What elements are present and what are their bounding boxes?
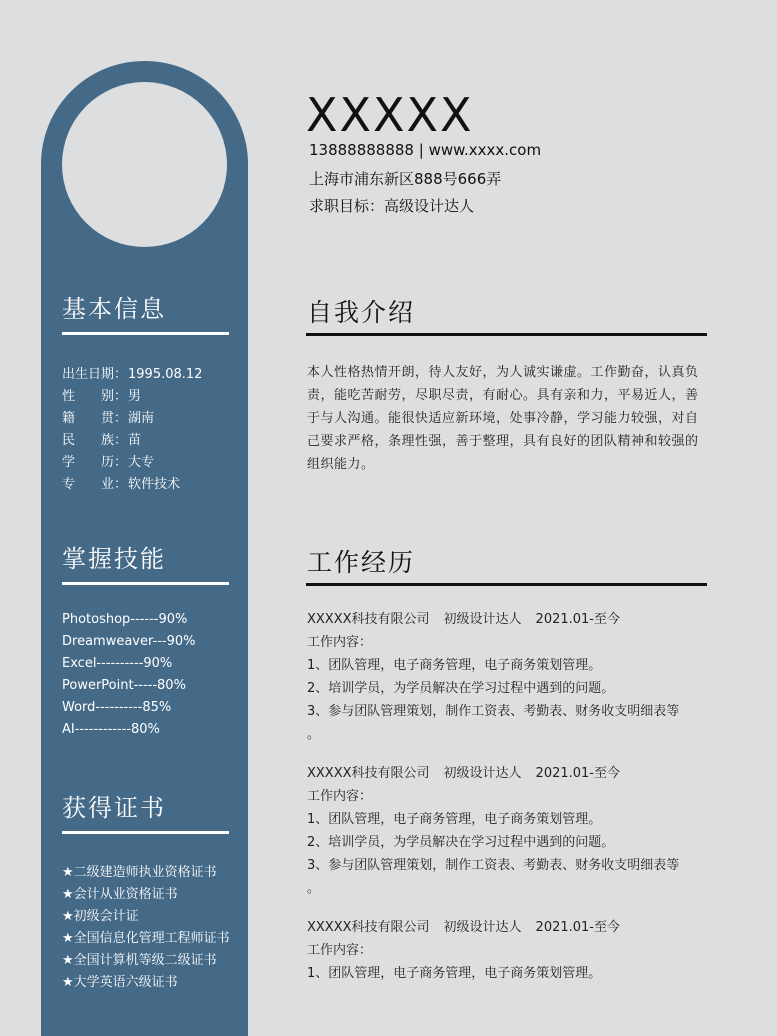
skill-item: Dreamweaver---90% xyxy=(62,634,196,649)
job-objective: 求职目标：高级设计达人 xyxy=(309,197,475,215)
info-label: 学 历： xyxy=(62,455,128,470)
job-content-label: 工作内容： xyxy=(307,635,373,650)
info-label: 民 族： xyxy=(62,433,128,448)
experience-title: 工作经历 xyxy=(307,548,416,577)
basic-info-title: 基本信息 xyxy=(62,295,166,323)
info-value: 1995.08.12 xyxy=(128,367,203,382)
info-label: 籍 贯： xyxy=(62,411,128,426)
job-header xyxy=(307,762,727,785)
job-position: 初级设计达人 xyxy=(443,612,522,627)
intro-divider xyxy=(306,333,707,336)
job-period: 2021.01-至今 xyxy=(535,766,620,781)
info-value: 大专 xyxy=(128,455,155,470)
skill-item: Excel----------90% xyxy=(62,656,173,671)
job-content-label: 工作内容： xyxy=(307,789,373,804)
job-company: XXXXX科技有限公司 xyxy=(307,612,430,627)
skill-item: Photoshop------90% xyxy=(62,612,188,627)
job-duty: 3、参与团队管理策划，制作工资表、考勤表、财务收支明细表等 xyxy=(307,858,680,873)
cert-item: ★全国计算机等级二级证书 xyxy=(62,953,217,968)
info-label: 出生日期： xyxy=(62,367,128,382)
photo-placeholder xyxy=(62,82,227,247)
certs-title: 获得证书 xyxy=(62,794,166,822)
cert-item: ★大学英语六级证书 xyxy=(62,975,178,990)
skill-item: PowerPoint-----80% xyxy=(62,678,186,693)
job-duty: 1、团队管理，电子商务管理，电子商务策划管理。 xyxy=(307,966,602,981)
basic-info-divider xyxy=(62,332,229,335)
skills-divider xyxy=(62,582,229,585)
job-duty: 1、团队管理，电子商务管理，电子商务策划管理。 xyxy=(307,812,602,827)
job-duty: 1、团队管理，电子商务管理，电子商务策划管理。 xyxy=(307,658,602,673)
job-entry xyxy=(307,608,727,746)
skills-header xyxy=(62,543,232,585)
contact-phone-web: 13888888888 | www.xxxx.com xyxy=(309,141,542,159)
info-row-ethnicity xyxy=(62,429,141,448)
job-duty: 。 xyxy=(307,881,321,896)
job-company: XXXXX科技有限公司 xyxy=(307,766,430,781)
skills-title: 掌握技能 xyxy=(62,545,166,573)
skill-item: AI------------80% xyxy=(62,722,160,737)
cert-item: ★全国信息化管理工程师证书 xyxy=(62,931,230,946)
info-row-birth xyxy=(62,363,202,382)
info-row-major xyxy=(62,473,180,492)
job-duty: 2、培训学员，为学员解决在学习过程中遇到的问题。 xyxy=(307,835,615,850)
job-entry xyxy=(307,762,727,900)
certs-header xyxy=(62,792,232,834)
info-row-education xyxy=(62,451,154,470)
intro-text: 本人性格热情开朗，待人友好，为人诚实谦虚。工作勤奋，认真负责，能吃苦耐劳，尽职尽责，有耐心。具有亲和力，平易近人，善于与人沟通。能很快适应新环境，处事冷静，学习能力较强，对自己要求严格，条理性强，善于整理，具有良好的团队精神和较强的组织能力。 xyxy=(307,365,699,472)
job-header xyxy=(307,608,727,631)
job-position: 初级设计达人 xyxy=(443,766,522,781)
job-duty: 3、参与团队管理策划，制作工资表、考勤表、财务收支明细表等 xyxy=(307,704,680,719)
job-header xyxy=(307,916,727,939)
job-period: 2021.01-至今 xyxy=(535,920,620,935)
job-content-label: 工作内容： xyxy=(307,943,373,958)
info-value: 湖南 xyxy=(128,411,155,426)
basic-info-header xyxy=(62,293,232,335)
info-value: 男 xyxy=(128,389,142,404)
info-row-origin xyxy=(62,407,154,426)
cert-item: ★二级建造师执业资格证书 xyxy=(62,865,217,880)
info-value: 苗 xyxy=(128,433,142,448)
info-label: 性 别： xyxy=(62,389,128,404)
cert-item: ★会计从业资格证书 xyxy=(62,887,178,902)
experience-divider xyxy=(306,583,707,586)
info-label: 专 业： xyxy=(62,477,128,492)
intro-title: 自我介绍 xyxy=(307,298,416,327)
job-company: XXXXX科技有限公司 xyxy=(307,920,430,935)
skill-item: Word----------85% xyxy=(62,700,172,715)
job-period: 2021.01-至今 xyxy=(535,612,620,627)
candidate-name: XXXXX xyxy=(306,88,474,142)
contact-address: 上海市浦东新区888号666弄 xyxy=(309,170,502,188)
job-entry xyxy=(307,916,727,985)
certs-divider xyxy=(62,831,229,834)
cert-item: ★初级会计证 xyxy=(62,909,139,924)
info-value: 软件技术 xyxy=(128,477,181,492)
job-duty: 2、培训学员，为学员解决在学习过程中遇到的问题。 xyxy=(307,681,615,696)
job-position: 初级设计达人 xyxy=(443,920,522,935)
job-duty: 。 xyxy=(307,727,321,742)
info-row-gender xyxy=(62,385,141,404)
